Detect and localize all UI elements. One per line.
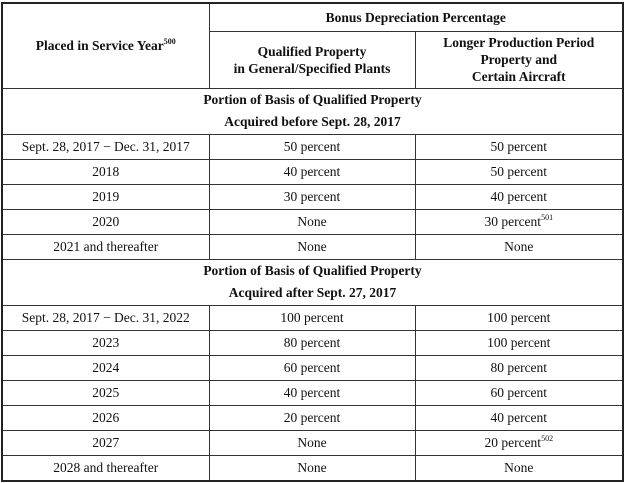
header-qualified-property: Qualified Property in General/Specified Plants [209, 31, 415, 88]
longer-percent-cell: 40 percent [415, 184, 623, 209]
longer-percent-cell: 100 percent [415, 330, 623, 355]
year-cell: 2026 [2, 405, 209, 430]
year-cell: 2019 [2, 184, 209, 209]
bonus-depreciation-table [1, 2, 624, 482]
table-row [2, 430, 623, 455]
longer-percent-cell: 40 percent [415, 405, 623, 430]
footnote-ref: 501 [541, 213, 554, 222]
year-cell: Sept. 28, 2017 − Dec. 31, 2017 [2, 134, 209, 159]
table-row [2, 234, 623, 259]
table-row [2, 330, 623, 355]
general-percent-cell: None [209, 430, 415, 455]
general-percent-cell: None [209, 234, 415, 259]
section-title: Portion of Basis of Qualified Property Acquired before Sept. 28, 2017 [2, 88, 623, 134]
year-cell: 2024 [2, 355, 209, 380]
footnote-ref: 502 [541, 434, 554, 443]
longer-percent-cell: 50 percent [415, 159, 623, 184]
header-placed-in-service-year: Placed in Service Year$^{500}$ [2, 3, 209, 88]
section-header-row [2, 88, 623, 134]
year-cell: 2027 [2, 430, 209, 455]
header-longer-production: Longer Production Period Property and Certain Aircraft [415, 31, 623, 88]
header-bonus-depreciation: Bonus Depreciation Percentage [209, 3, 623, 31]
general-percent-cell: 100 percent [209, 305, 415, 330]
table-row [2, 184, 623, 209]
table-row [2, 305, 623, 330]
footnote-ref: 500 [163, 37, 176, 47]
general-percent-cell: 40 percent [209, 380, 415, 405]
table-row [2, 380, 623, 405]
section-title: Portion of Basis of Qualified Property Acquired after Sept. 27, 2017 [2, 259, 623, 305]
year-cell: 2028 and thereafter [2, 455, 209, 481]
general-percent-cell: None [209, 209, 415, 234]
year-cell: Sept. 28, 2017 − Dec. 31, 2022 [2, 305, 209, 330]
longer-percent-cell: 80 percent [415, 355, 623, 380]
general-percent-cell: None [209, 455, 415, 481]
section-header-row [2, 259, 623, 305]
longer-percent-cell: 60 percent [415, 380, 623, 405]
longer-percent-cell: 100 percent [415, 305, 623, 330]
table-row [2, 134, 623, 159]
table-row [2, 405, 623, 430]
longer-percent-cell: 30 percent$^{501}$ [415, 209, 623, 234]
table-row [2, 209, 623, 234]
general-percent-cell: 30 percent [209, 184, 415, 209]
year-cell: 2023 [2, 330, 209, 355]
longer-percent-cell: 20 percent$^{502}$ [415, 430, 623, 455]
table-row [2, 455, 623, 481]
general-percent-cell: 50 percent [209, 134, 415, 159]
year-cell: 2020 [2, 209, 209, 234]
longer-percent-cell: None [415, 234, 623, 259]
year-cell: 2018 [2, 159, 209, 184]
general-percent-cell: 40 percent [209, 159, 415, 184]
general-percent-cell: 60 percent [209, 355, 415, 380]
table-row [2, 355, 623, 380]
year-cell: 2025 [2, 380, 209, 405]
table-row [2, 159, 623, 184]
general-percent-cell: 20 percent [209, 405, 415, 430]
longer-percent-cell: None [415, 455, 623, 481]
general-percent-cell: 80 percent [209, 330, 415, 355]
longer-percent-cell: 50 percent [415, 134, 623, 159]
year-cell: 2021 and thereafter [2, 234, 209, 259]
